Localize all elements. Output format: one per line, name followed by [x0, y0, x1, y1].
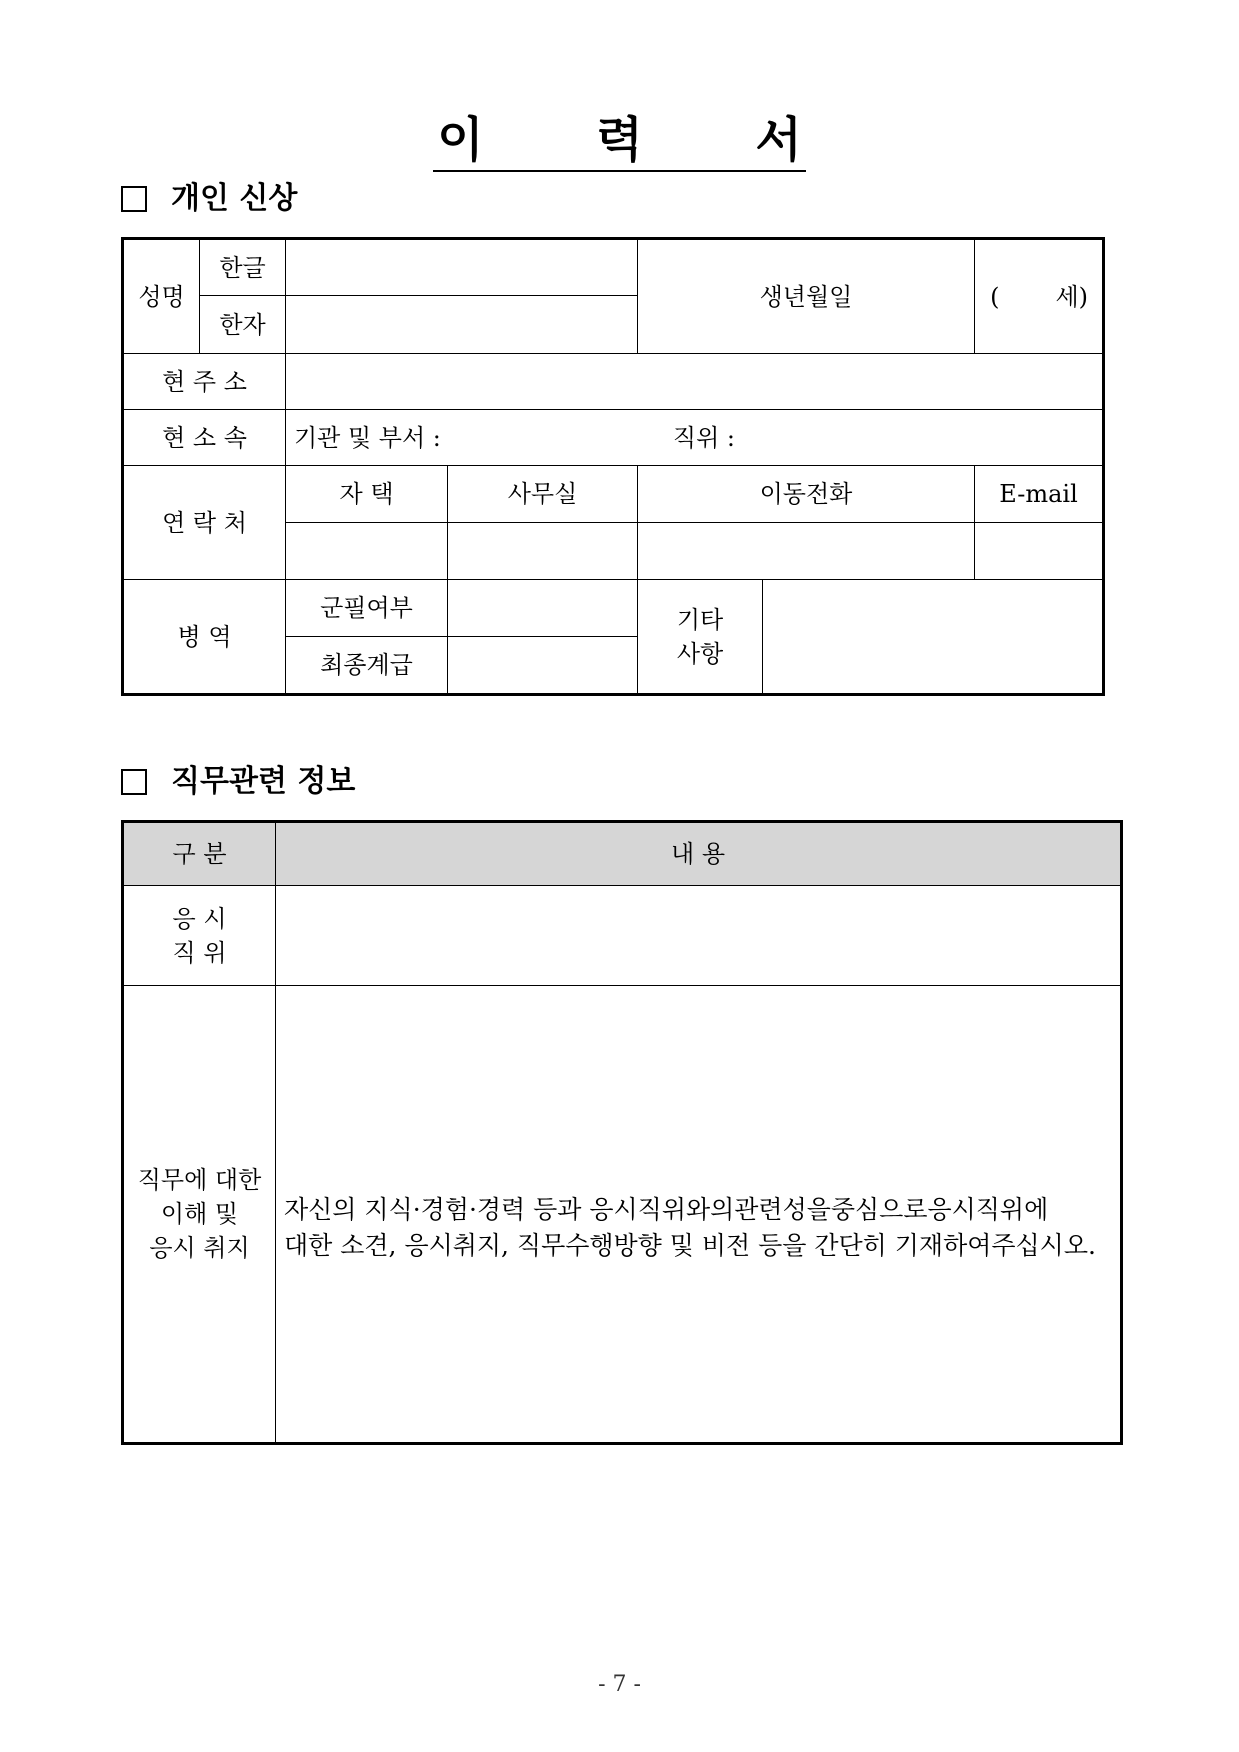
age-suffix: 세)	[1055, 282, 1088, 311]
page-number: - 7 -	[598, 1672, 641, 1697]
discharge-field[interactable]	[448, 580, 638, 637]
email-field[interactable]	[975, 523, 1104, 580]
hanja-label: 한자	[200, 296, 286, 354]
hangul-name-field[interactable]	[286, 239, 638, 296]
document-title: 이 력 서	[0, 112, 1239, 172]
etc-label: 기타 사항	[638, 580, 763, 695]
content-header: 내 용	[276, 822, 1122, 886]
mobile-phone-field[interactable]	[638, 523, 975, 580]
etc-field[interactable]	[763, 580, 1104, 695]
section-job-heading: 직무관련 정보	[121, 764, 355, 800]
affiliation-field[interactable]	[286, 410, 1104, 466]
contact-header-home: 자 택	[286, 466, 448, 523]
apply-position-label: 응 시 직 위	[123, 886, 276, 986]
section-personal-heading: 개인 신상	[121, 181, 297, 217]
age-open-paren: (	[990, 282, 1000, 311]
hangul-label: 한글	[200, 239, 286, 296]
category-header: 구 분	[123, 822, 276, 886]
personal-info-table	[121, 237, 1105, 696]
final-rank-label: 최종계급	[286, 637, 448, 695]
affiliation-label: 현 소 속	[123, 410, 286, 466]
checkbox-square-icon	[121, 769, 147, 795]
address-label: 현 주 소	[123, 354, 286, 410]
position-label: 직위 :	[672, 423, 735, 452]
name-label: 성명	[123, 239, 200, 354]
military-label: 병 역	[123, 580, 286, 695]
home-phone-field[interactable]	[286, 523, 448, 580]
checkbox-square-icon	[121, 186, 147, 212]
office-phone-field[interactable]	[448, 523, 638, 580]
org-dept-label: 기관 및 부서 :	[294, 423, 441, 452]
understanding-label: 직무에 대한 이해 및 응시 취지	[123, 986, 276, 1444]
contact-header-email: E-mail	[975, 466, 1104, 523]
birth-field[interactable]	[975, 239, 1104, 354]
job-info-table	[121, 820, 1123, 1445]
instruction-text-line2: 대한 소견, 응시취지, 직무수행방향 및 비전 등을 간단히 기재하여주십시오.	[284, 1231, 1096, 1260]
discharge-label: 군필여부	[286, 580, 448, 637]
apply-position-field[interactable]	[276, 886, 1122, 986]
birth-label: 생년월일	[638, 239, 975, 354]
address-field[interactable]	[286, 354, 1104, 410]
final-rank-field[interactable]	[448, 637, 638, 695]
instruction-text-line1: 자신의 지식·경험·경력 등과 응시직위와의관련성을중심으로응시직위에	[284, 1195, 1049, 1224]
understanding-field[interactable]	[276, 986, 1122, 1444]
contact-header-office: 사무실	[448, 466, 638, 523]
contact-label: 연 락 처	[123, 466, 286, 580]
hanja-name-field[interactable]	[286, 296, 638, 354]
contact-header-mobile: 이동전화	[638, 466, 975, 523]
